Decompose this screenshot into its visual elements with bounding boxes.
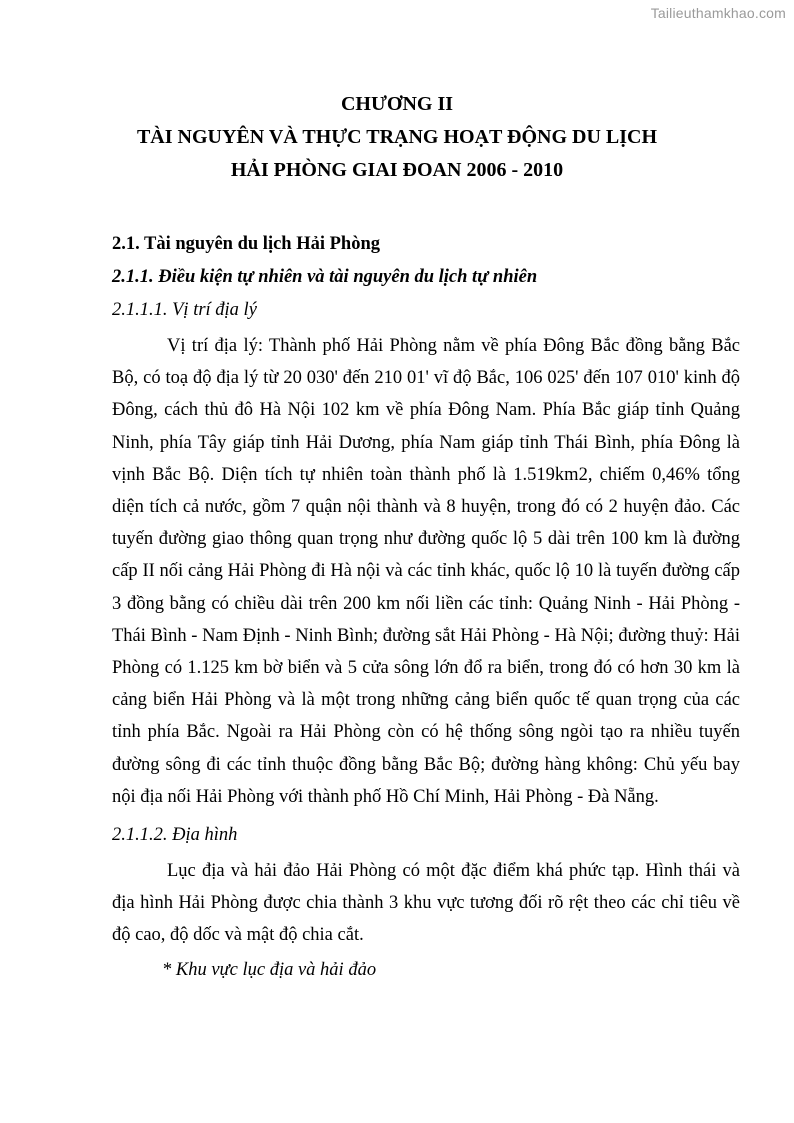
chapter-title-line-2: HẢI PHÒNG GIAI ĐOAN 2006 - 2010 — [230, 159, 564, 181]
terrain-heading: 2.1.1.2. Địa hình — [112, 825, 238, 846]
chapter-title-line-1: TÀI NGUYÊN VÀ THỰC TRẠNG HOẠT ĐỘNG DU LỊCH — [136, 126, 658, 148]
section-heading: 2.1. Tài nguyên du lịch Hải Phòng — [112, 234, 380, 254]
watermark: Tailieuthamkhao.com — [650, 5, 786, 21]
chapter-label: CHƯƠNG II — [340, 93, 454, 115]
terrain-paragraph: Lục địa và hải đảo Hải Phòng có một đặc điểm khá phức tạp. Hình thái và địa hình Hải Phòng được chia thành 3 khu vực tương đối rõ rệt theo các chỉ tiêu về độ cao, độ dốc và mật độ chia cắt. — [112, 861, 740, 946]
location-heading: 2.1.1.1. Vị trí địa lý — [112, 300, 257, 320]
subsection-heading: 2.1.1. Điều kiện tự nhiên và tài nguyên du lịch tự nhiên — [112, 267, 538, 287]
terrain-bullet: * Khu vực lục địa và hải đảo — [162, 959, 377, 980]
chapter-title-block — [0, 90, 794, 189]
document-body — [112, 230, 740, 986]
location-paragraph: Vị trí địa lý: Thành phố Hải Phòng nằm về phía Đông Bắc đồng bằng Bắc Bộ, có toạ độ địa lý từ 20 030' đến 210 01' vĩ độ Bắc, 106 025' đến 107 010' kinh độ Đông, cách thủ đô Hà Nội 102 km về phía Đông Nam. Phía Bắc giáp tỉnh Quảng Ninh, phía Tây giáp tỉnh Hải Dương, phía Nam giáp tỉnh Thái Bình, phía Đông là vịnh Bắc Bộ. Diện tích tự nhiên toàn thành phố là 1.519km2, chiếm 0,46% tổng diện tích cả nước, gồm 7 quận nội thành và 8 huyện, trong đó có 2 huyện đảo. Các tuyến đường giao thông quan trọng như đường quốc lộ 5 dài trên 100 km là đường cấp II nối cảng Hải Phòng đi Hà nội và các tỉnh khác, quốc lộ 10 là tuyến đường cấp 3 đồng bằng có chiều dài trên 200 km nối liền các tỉnh: Quảng Ninh - Hải Phòng - Thái Bình - Nam Định - Ninh Bình; đường sắt Hải Phòng - Hà Nội; đường thuỷ: Hải Phòng có 1.125 km bờ biển và 5 cửa sông lớn đổ ra biển, trong đó có hơn 30 km là cảng biển Hải Phòng và là một trong những cảng biển quốc tế quan trọng của các tỉnh phía Bắc. Ngoài ra Hải Phòng còn có hệ thống sông ngòi tạo ra nhiều tuyến đường sông đi các tỉnh thuộc đồng bằng Bắc Bộ; đường hàng không: Chủ yếu bay nội địa nối Hải Phòng với thành phố Hồ Chí Minh, Hải Phòng - Đà Nẵng. — [112, 336, 740, 807]
